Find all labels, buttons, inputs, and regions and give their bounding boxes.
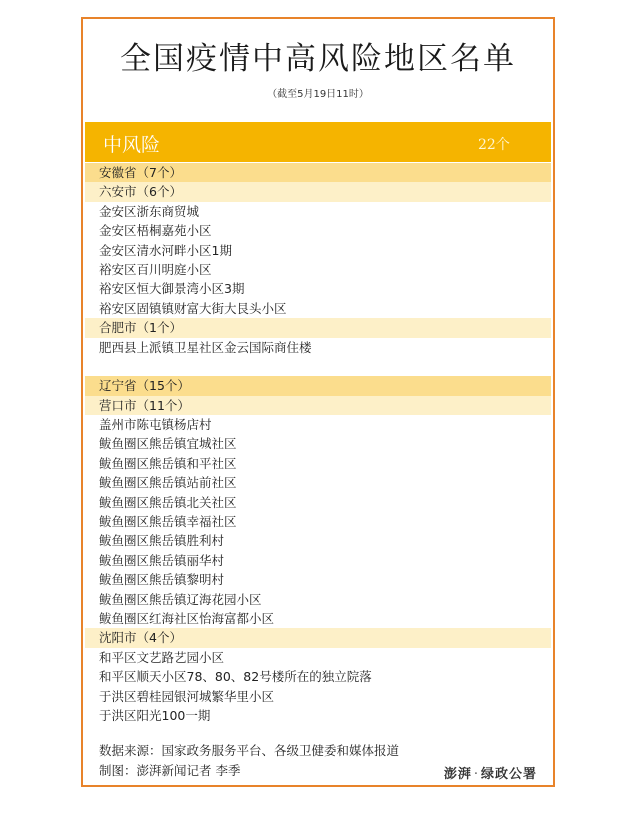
footer — [99, 741, 399, 781]
data-source: 数据来源：国家政务服务平台、各级卫健委和媒体报道 — [99, 743, 400, 758]
logo-brand: 澎湃 — [443, 767, 472, 782]
city-row: 六安市（6个） — [85, 182, 551, 201]
area-item: 鲅鱼圈区熊岳镇宜城社区 — [85, 434, 551, 453]
area-item: 裕安区固镇镇财富大街大艮头小区 — [85, 299, 551, 318]
logo-column: 绿政公署 — [480, 767, 537, 782]
area-item: 鲅鱼圈区熊岳镇辽海花园小区 — [85, 590, 551, 609]
area-item: 鲅鱼圈区熊岳镇北关社区 — [85, 493, 551, 512]
area-item: 鲅鱼圈区熊岳镇胜利村 — [85, 531, 551, 550]
area-item: 于洪区碧桂园银河城繁华里小区 — [85, 687, 551, 706]
area-item: 鲅鱼圈区熊岳镇幸福社区 — [85, 512, 551, 531]
area-item: 盖州市陈屯镇杨店村 — [85, 415, 551, 434]
area-item: 裕安区恒大御景湾小区3期 — [85, 279, 551, 298]
area-item: 鲅鱼圈区熊岳镇和平社区 — [85, 454, 551, 473]
area-item: 于洪区阳光100一期 — [85, 706, 551, 725]
province-row: 辽宁省（15个） — [85, 376, 551, 395]
province-row: 安徽省（7个） — [85, 163, 551, 182]
area-item: 鲅鱼圈区熊岳镇丽华村 — [85, 551, 551, 570]
page-subtitle: （截至5月19日11时） — [267, 89, 369, 100]
section-gap — [85, 357, 551, 376]
city-row: 营口市（11个） — [85, 396, 551, 415]
area-item: 金安区清水河畔小区1期 — [85, 241, 551, 260]
area-item: 和平区顺天小区78、80、82号楼所在的独立院落 — [85, 667, 551, 686]
area-list — [85, 163, 551, 725]
area-item: 和平区文艺路艺园小区 — [85, 648, 551, 667]
area-item: 金安区梧桐嘉苑小区 — [85, 221, 551, 240]
list-frame — [81, 17, 555, 787]
area-item: 鲅鱼圈区红海社区怡海富都小区 — [85, 609, 551, 628]
area-item: 鲅鱼圈区熊岳镇站前社区 — [85, 473, 551, 492]
area-item: 鲅鱼圈区熊岳镇黎明村 — [85, 570, 551, 589]
city-row: 合肥市（1个） — [85, 318, 551, 337]
risk-level-count: 22个 — [478, 137, 510, 153]
city-row: 沈阳市（4个） — [85, 628, 551, 647]
logo-separator: · — [473, 767, 479, 782]
area-item: 肥西县上派镇卫星社区金云国际商住楼 — [85, 338, 551, 357]
credit: 制图：澎湃新闻记者 李季 — [99, 763, 241, 778]
brand-logo — [444, 763, 537, 782]
risk-level-label: 中风险 — [103, 134, 161, 156]
area-item: 金安区浙东商贸城 — [85, 202, 551, 221]
page-title: 全国疫情中高风险地区名单 — [120, 41, 516, 77]
risk-level-banner — [85, 122, 551, 162]
area-item: 裕安区百川明庭小区 — [85, 260, 551, 279]
